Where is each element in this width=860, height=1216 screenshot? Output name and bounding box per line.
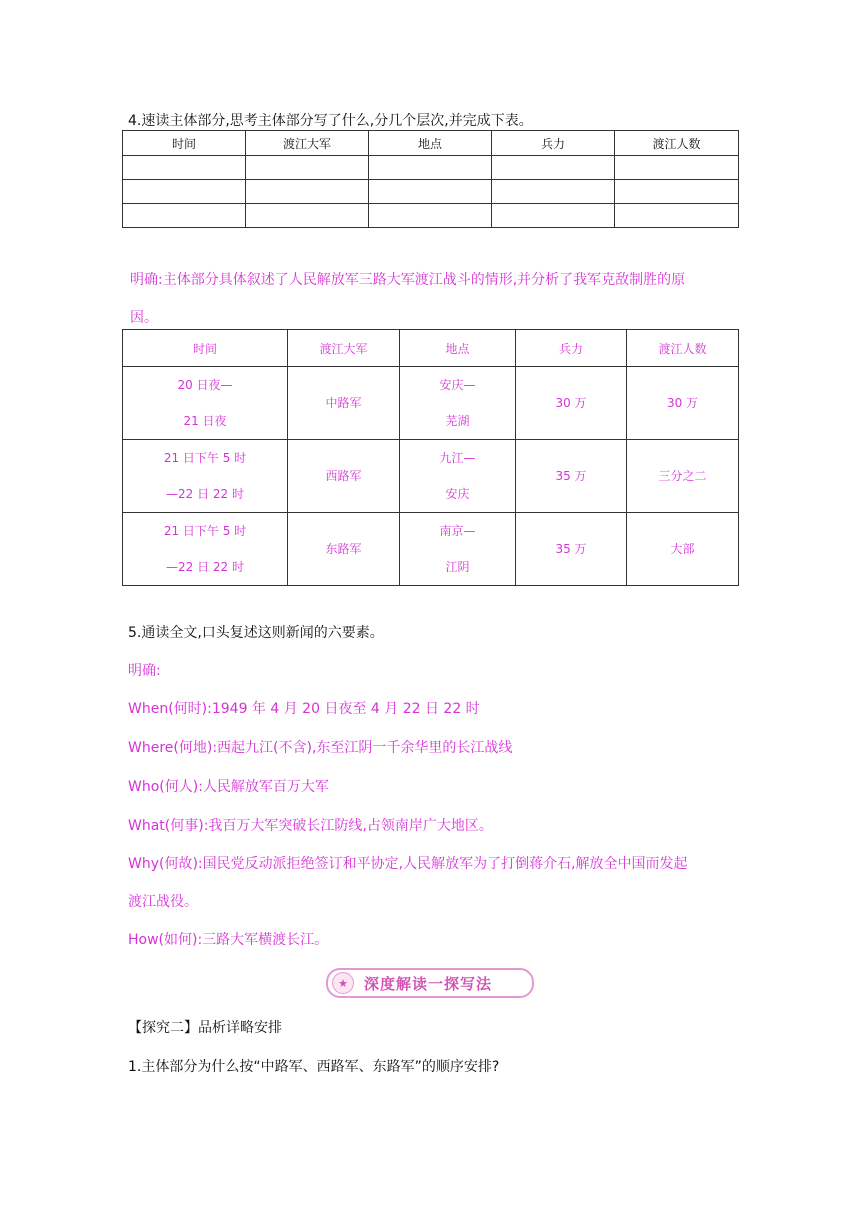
header-count: 渡江人数 bbox=[615, 131, 739, 156]
banner-title: 深度解读一探写法 bbox=[364, 974, 493, 993]
table-row bbox=[123, 513, 739, 586]
answer-what: What(何事):我百万大军突破长江防线,占领南岸广大地区。 bbox=[128, 818, 493, 834]
answer-how: How(如何):三路大军横渡长江。 bbox=[128, 932, 329, 948]
question-4: 4.速读主体部分,思考主体部分写了什么,分几个层次,并完成下表。 bbox=[128, 113, 533, 129]
answer-where: Where(何地):西起九江(不含),东至江阴一千余华里的长江战线 bbox=[128, 740, 513, 756]
table-header-row bbox=[123, 330, 739, 367]
cell-count: 三分之二 bbox=[627, 440, 739, 513]
header-time: 时间 bbox=[123, 330, 288, 367]
answer-who: Who(何人):人民解放军百万大军 bbox=[128, 779, 329, 795]
answer-q4-line1: 明确:主体部分具体叙述了人民解放军三路大军渡江战斗的情形,并分析了我军克敌制胜的原 bbox=[130, 272, 686, 288]
header-force: 兵力 bbox=[492, 131, 615, 156]
header-time: 时间 bbox=[123, 131, 246, 156]
table-row bbox=[123, 440, 739, 513]
header-place: 地点 bbox=[369, 131, 492, 156]
header-army: 渡江大军 bbox=[246, 131, 369, 156]
cell-army: 西路军 bbox=[288, 440, 400, 513]
table-row bbox=[123, 180, 739, 204]
cell-place: 安庆— 芜湖 bbox=[400, 367, 516, 440]
cell-time: 21 日下午 5 时 —22 日 22 时 bbox=[123, 440, 288, 513]
cell-time: 21 日下午 5 时 —22 日 22 时 bbox=[123, 513, 288, 586]
table-row bbox=[123, 156, 739, 180]
cell-force: 35 万 bbox=[516, 513, 627, 586]
section-banner bbox=[326, 968, 534, 998]
answer-when: When(何时):1949 年 4 月 20 日夜至 4 月 22 日 22 时 bbox=[128, 701, 480, 717]
cell-time: 20 日夜— 21 日夜 bbox=[123, 367, 288, 440]
cell-army: 中路军 bbox=[288, 367, 400, 440]
table-row bbox=[123, 367, 739, 440]
book-icon: ★ bbox=[332, 972, 354, 994]
cell-force: 35 万 bbox=[516, 440, 627, 513]
cell-army: 东路军 bbox=[288, 513, 400, 586]
answer-q4-line2: 因。 bbox=[130, 310, 158, 326]
cell-force: 30 万 bbox=[516, 367, 627, 440]
blank-table bbox=[122, 130, 739, 228]
cell-place: 九江— 安庆 bbox=[400, 440, 516, 513]
answer-table bbox=[122, 329, 739, 586]
header-count: 渡江人数 bbox=[627, 330, 739, 367]
table-row bbox=[123, 204, 739, 228]
cell-count: 30 万 bbox=[627, 367, 739, 440]
cell-place: 南京— 江阴 bbox=[400, 513, 516, 586]
answer-why-line2: 渡江战役。 bbox=[128, 894, 198, 910]
section-title: 【探究二】品析详略安排 bbox=[128, 1020, 282, 1036]
header-place: 地点 bbox=[400, 330, 516, 367]
answer-why-line1: Why(何故):国民党反动派拒绝签订和平协定,人民解放军为了打倒蒋介石,解放全中国而发起 bbox=[128, 856, 688, 872]
table-header-row bbox=[123, 131, 739, 156]
cell-count: 大部 bbox=[627, 513, 739, 586]
question-1: 1.主体部分为什么按“中路军、西路军、东路军”的顺序安排? bbox=[128, 1059, 500, 1075]
answer-q5-label: 明确: bbox=[128, 663, 161, 679]
header-force: 兵力 bbox=[516, 330, 627, 367]
header-army: 渡江大军 bbox=[288, 330, 400, 367]
question-5: 5.通读全文,口头复述这则新闻的六要素。 bbox=[128, 625, 384, 641]
